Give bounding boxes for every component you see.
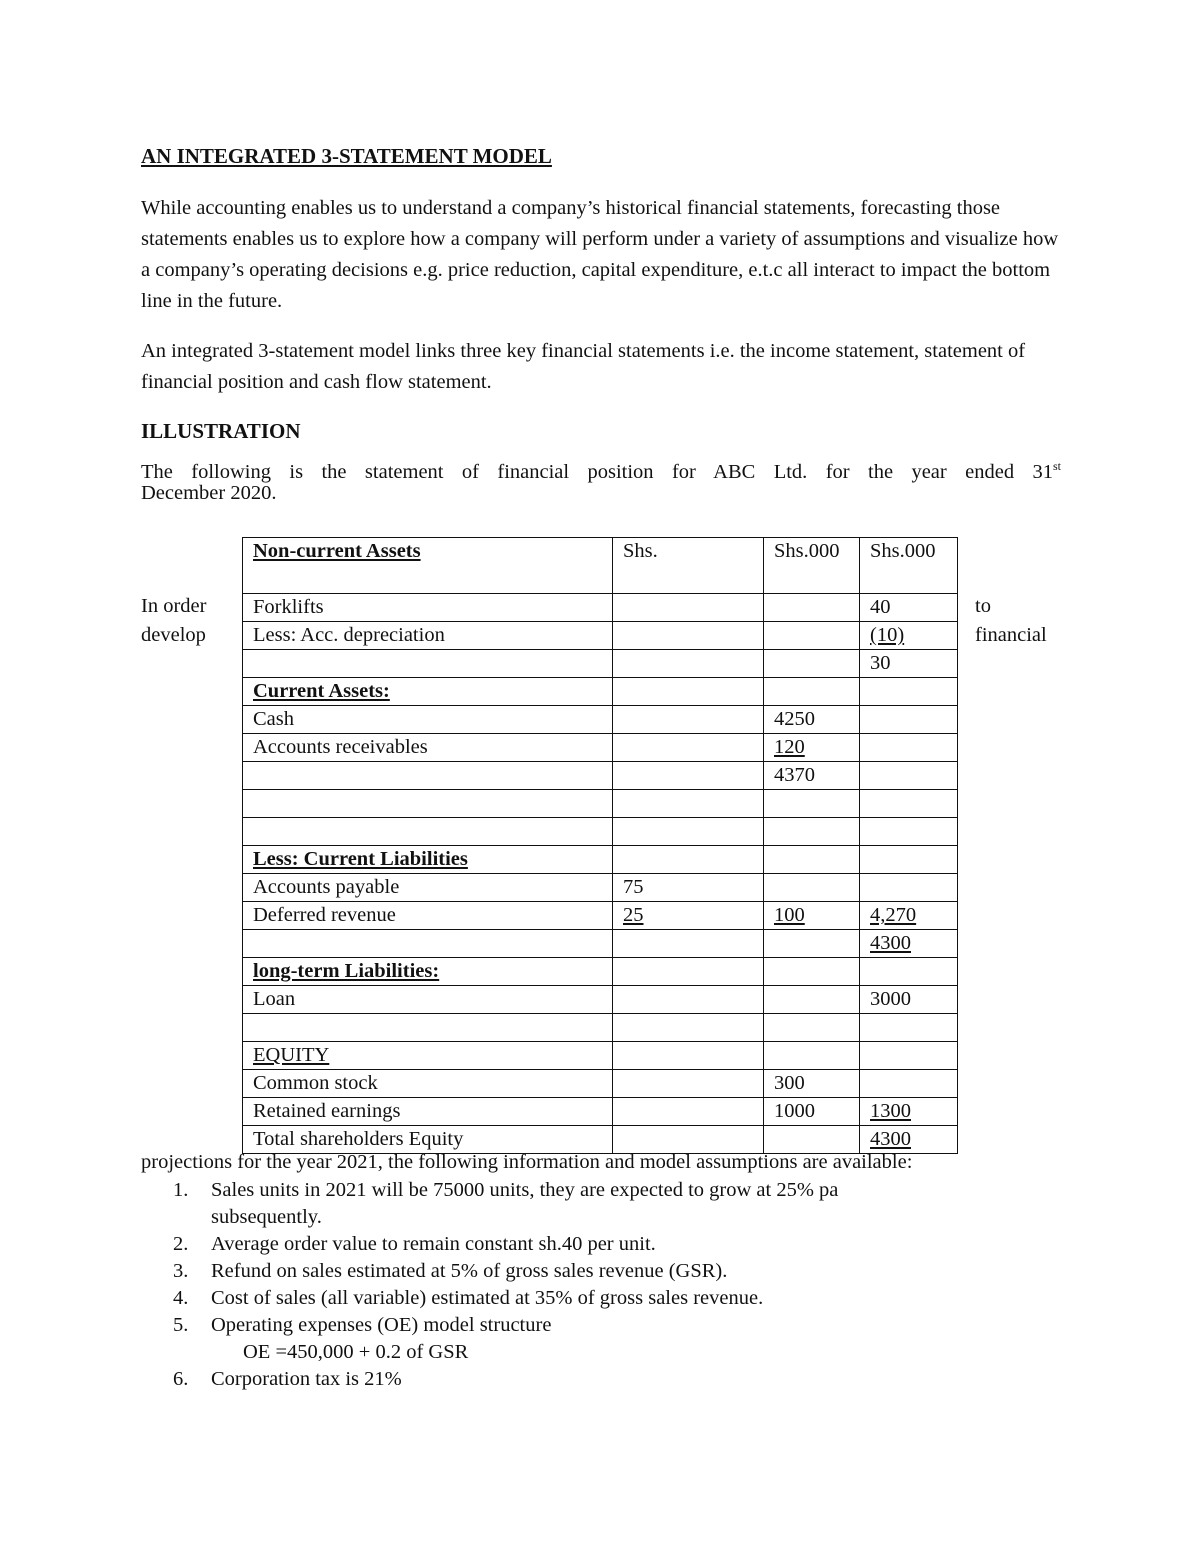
row-label: Forklifts	[243, 594, 613, 622]
row-col2	[613, 706, 764, 734]
row-label: Retained earnings	[243, 1098, 613, 1126]
row-col3: 1000	[764, 1098, 860, 1126]
list-number: 5.	[173, 1314, 189, 1336]
row-col2	[613, 734, 764, 762]
row-col3: 4370	[764, 762, 860, 790]
row-col2	[613, 930, 764, 958]
table-row	[243, 622, 958, 650]
row-col4	[860, 818, 958, 846]
row-label: Cash	[243, 706, 613, 734]
row-label: Accounts receivables	[243, 734, 613, 762]
row-col4: 3000	[860, 986, 958, 1014]
intro-paragraph: While accounting enables us to understand a company’s historical financial statements, forecasting those statements enables us to explore how a company will perform under a variety of assumptions and visualize how a company’s operating decisions e.g. price reduction, capital expenditure, e.t.c all interact to impact the bottom line in the future.	[141, 197, 1059, 312]
row-col2	[613, 622, 764, 650]
row-col2	[613, 650, 764, 678]
list-number: 4.	[173, 1287, 189, 1309]
row-col3	[764, 874, 860, 902]
side-text-left	[141, 592, 206, 650]
row-col3	[764, 846, 860, 874]
table-row	[243, 958, 958, 986]
list-item	[141, 1177, 1041, 1231]
row-col3	[764, 930, 860, 958]
row-label	[243, 762, 613, 790]
row-label: Common stock	[243, 1070, 613, 1098]
row-col2	[613, 1098, 764, 1126]
row-label	[243, 650, 613, 678]
row-col2	[613, 594, 764, 622]
table-row	[243, 1014, 958, 1042]
row-col2	[613, 818, 764, 846]
row-col3	[764, 986, 860, 1014]
row-col4	[860, 762, 958, 790]
list-text: Corporation tax is 21%	[211, 1368, 402, 1390]
row-col3	[764, 650, 860, 678]
intro-paragraph-2: An integrated 3-statement model links three key financial statements i.e. the income statement, statement of financial position and cash flow statement.	[141, 340, 1026, 393]
row-col2: 75	[613, 874, 764, 902]
row-col2	[613, 958, 764, 986]
row-col3	[764, 1014, 860, 1042]
row-col4	[860, 874, 958, 902]
table-row	[243, 678, 958, 706]
table-row	[243, 1042, 958, 1070]
side-right-line-2: financial	[975, 624, 1047, 646]
table-row	[243, 986, 958, 1014]
header-col-shs: Shs.	[613, 538, 764, 594]
projections-line: projections for the year 2021, the following information and model assumptions are available:	[141, 1151, 913, 1173]
list-number: 6.	[173, 1368, 189, 1390]
table-row	[243, 706, 958, 734]
list-item	[141, 1285, 1041, 1312]
row-col2	[613, 846, 764, 874]
row-label: Loan	[243, 986, 613, 1014]
row-label: Less: Acc. depreciation	[243, 622, 613, 650]
table-row	[243, 902, 958, 930]
row-label: EQUITY	[243, 1042, 613, 1070]
row-col2	[613, 986, 764, 1014]
table-row	[243, 846, 958, 874]
illustration-line-1: The following is the statement of financial position for ABC Ltd. for the year ended 31st	[141, 459, 1061, 483]
row-label	[243, 818, 613, 846]
row-col3	[764, 818, 860, 846]
row-col3: 300	[764, 1070, 860, 1098]
row-col3	[764, 678, 860, 706]
row-col3	[764, 790, 860, 818]
row-col4	[860, 790, 958, 818]
header-non-current-assets: Non-current Assets	[243, 538, 613, 594]
document-title: AN INTEGRATED 3-STATEMENT MODEL	[141, 144, 552, 168]
table-header-row	[243, 538, 958, 594]
row-label: Less: Current Liabilities	[243, 846, 613, 874]
row-col3	[764, 1042, 860, 1070]
row-col2	[613, 790, 764, 818]
row-col3	[764, 622, 860, 650]
row-label	[243, 790, 613, 818]
row-col3: 120	[764, 734, 860, 762]
list-item	[141, 1312, 1041, 1366]
row-col2	[613, 1014, 764, 1042]
list-item	[141, 1258, 1041, 1285]
table-row	[243, 874, 958, 902]
assumptions-list	[141, 1177, 1041, 1393]
row-col2	[613, 1070, 764, 1098]
row-col4	[860, 678, 958, 706]
list-text: Sales units in 2021 will be 75000 units, they are expected to grow at 25% pa	[211, 1179, 839, 1201]
list-text: Refund on sales estimated at 5% of gross sales revenue (GSR).	[211, 1260, 728, 1282]
row-col2	[613, 678, 764, 706]
list-text: Average order value to remain constant sh.40 per unit.	[211, 1233, 656, 1255]
row-col3	[764, 1126, 860, 1154]
list-number: 3.	[173, 1260, 189, 1282]
table-row	[243, 1070, 958, 1098]
row-col2: 25	[613, 902, 764, 930]
side-left-line-2: develop	[141, 624, 206, 646]
row-label: Current Assets:	[243, 678, 613, 706]
row-col4: (10)	[860, 622, 958, 650]
table-row	[243, 594, 958, 622]
table-row	[243, 650, 958, 678]
header-col-shs000-b: Shs.000	[860, 538, 958, 594]
oe-formula: OE =450,000 + 0.2 of GSR	[243, 1341, 469, 1363]
row-label	[243, 1014, 613, 1042]
list-item	[141, 1231, 1041, 1258]
row-col2	[613, 1042, 764, 1070]
list-text-continued: subsequently.	[211, 1206, 322, 1228]
row-col4: 4,270	[860, 902, 958, 930]
illustration-heading: ILLUSTRATION	[141, 419, 301, 443]
list-text: Cost of sales (all variable) estimated at 35% of gross sales revenue.	[211, 1287, 764, 1309]
table-row	[243, 790, 958, 818]
list-number: 2.	[173, 1233, 189, 1255]
row-col4: 40	[860, 594, 958, 622]
row-col3: 100	[764, 902, 860, 930]
row-col4	[860, 846, 958, 874]
row-col4	[860, 958, 958, 986]
row-col4: 4300	[860, 930, 958, 958]
table-row	[243, 734, 958, 762]
table-row	[243, 1098, 958, 1126]
side-left-line-1: In order	[141, 595, 207, 617]
list-item	[141, 1366, 1041, 1393]
side-text-right	[975, 592, 1047, 650]
ordinal-suffix: st	[1052, 459, 1061, 473]
row-label: long-term Liabilities:	[243, 958, 613, 986]
row-label: Accounts payable	[243, 874, 613, 902]
row-col4	[860, 1042, 958, 1070]
side-right-line-1: to	[975, 595, 991, 617]
row-col3	[764, 594, 860, 622]
row-col3: 4250	[764, 706, 860, 734]
row-col4: 30	[860, 650, 958, 678]
list-text: Operating expenses (OE) model structure	[211, 1314, 552, 1336]
table-row	[243, 1126, 958, 1154]
row-col4	[860, 1070, 958, 1098]
table-row	[243, 818, 958, 846]
table-row	[243, 930, 958, 958]
financial-position-table	[242, 537, 958, 1154]
row-col2	[613, 762, 764, 790]
row-col4: 4300	[860, 1126, 958, 1154]
list-number: 1.	[173, 1179, 189, 1201]
row-label: Total shareholders Equity	[243, 1126, 613, 1154]
row-col4	[860, 706, 958, 734]
row-label	[243, 930, 613, 958]
row-col2	[613, 1126, 764, 1154]
illustration-line-2: December 2020.	[141, 482, 277, 504]
header-col-shs000-a: Shs.000	[764, 538, 860, 594]
row-col3	[764, 958, 860, 986]
row-label: Deferred revenue	[243, 902, 613, 930]
row-col4: 1300	[860, 1098, 958, 1126]
row-col4	[860, 1014, 958, 1042]
row-col4	[860, 734, 958, 762]
table-row	[243, 762, 958, 790]
